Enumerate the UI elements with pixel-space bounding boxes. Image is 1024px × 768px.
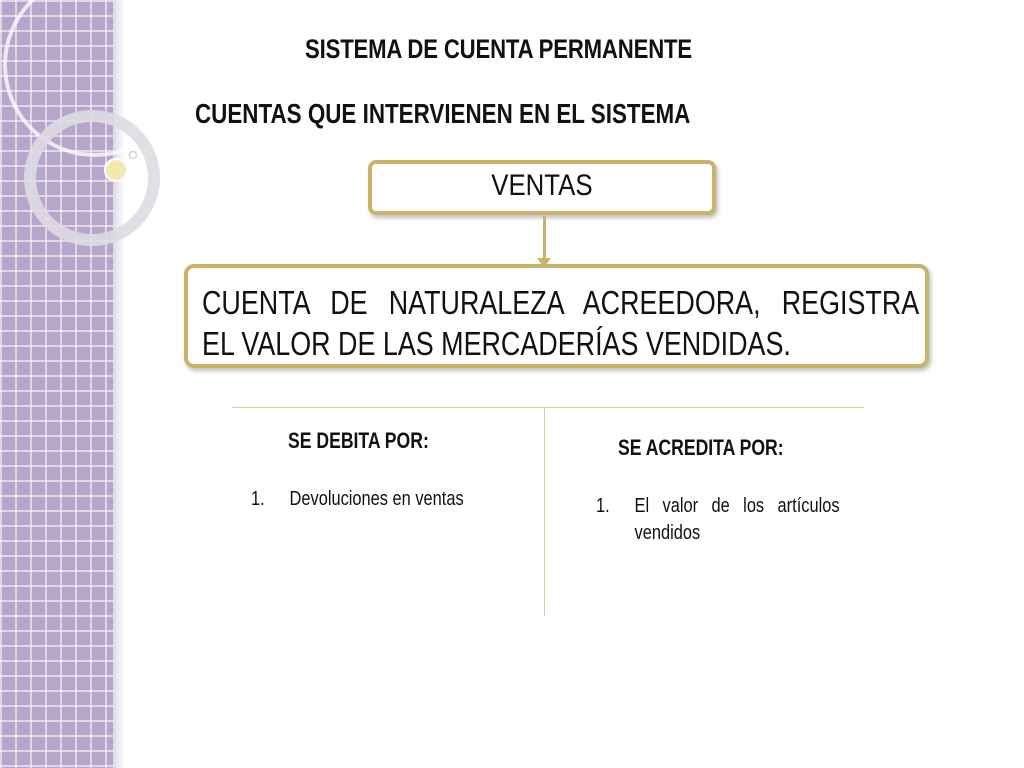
slide-subtitle: CUENTAS QUE INTERVIENEN EN EL SISTEMA [195,98,691,129]
decorative-ring-large [5,0,180,155]
definition-text [202,282,919,364]
decorative-ring-small [30,116,154,240]
column-divider [544,408,545,616]
account-box-label: VENTAS [491,168,593,202]
definition-line-2: EL VALOR DE LAS MERCADERÍAS VENDIDAS. [202,325,791,362]
credit-item-text-line-1: El valor de los artículos [634,495,840,517]
credit-item-text-line-2: vendidos [634,522,701,544]
slide-title: SISTEMA DE CUENTA PERMANENTE [305,34,692,64]
decorative-small-dot [130,152,137,159]
account-box [368,160,716,215]
credit-heading: SE ACREDITA POR: [618,435,784,460]
decorative-dot [105,159,127,181]
connector-line [543,216,546,264]
definition-line-1: CUENTA DE NATURALEZA ACREEDORA, REGISTRA [202,284,920,321]
definition-box [184,264,929,368]
decorative-rings [0,0,180,260]
debit-item-text: Devoluciones en ventas [289,488,464,510]
table-top-divider [232,407,864,408]
debit-item-number: 1. [251,488,265,510]
credit-item-number: 1. [596,495,610,517]
debit-heading: SE DEBITA POR: [288,428,429,453]
